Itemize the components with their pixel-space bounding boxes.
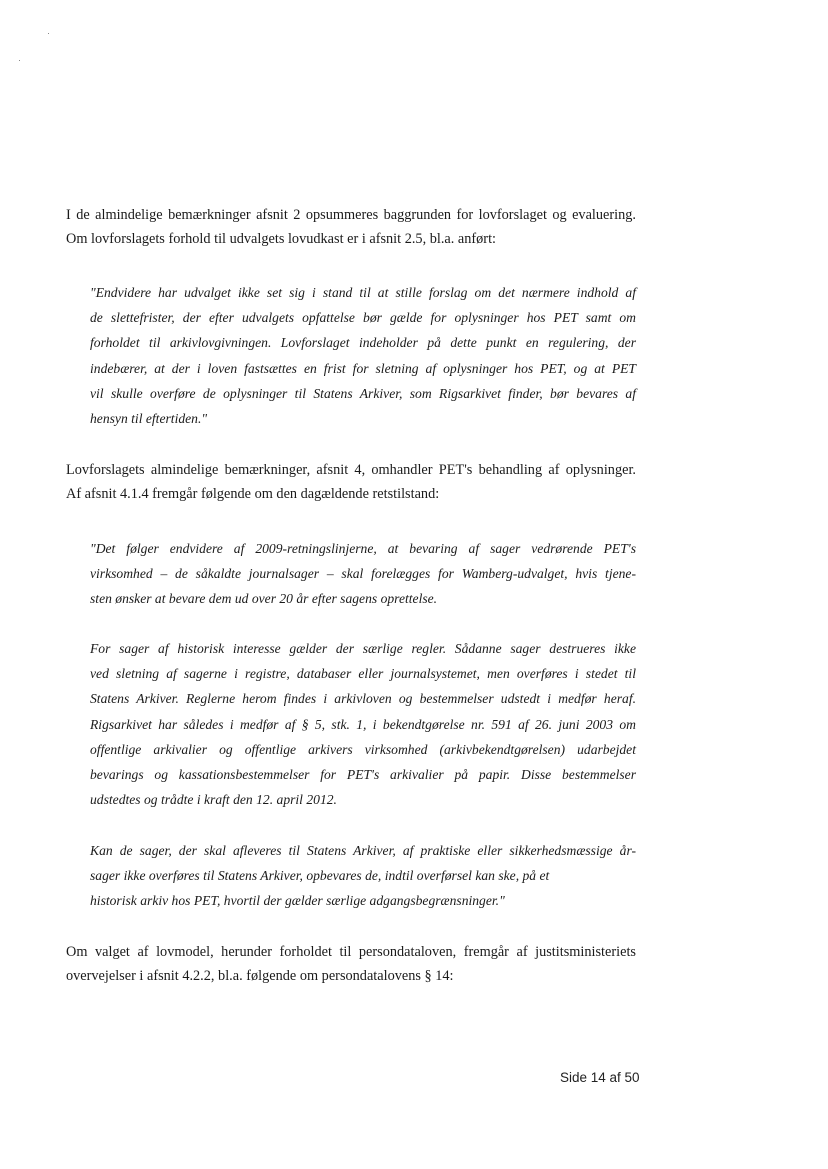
quote-line: offentlige arkivalier og offentlige arkivers virksomhed (arkivbekendtgørelsen) udarbejdet — [90, 741, 636, 757]
quote-line: "Endvidere har udvalget ikke set sig i stand til at stille forslag om det nærmere indhold af — [90, 285, 636, 300]
quote-line: indebærer, at der i loven fastsættes en frist for sletning af oplysninger hos PET, og at PET — [90, 360, 636, 376]
quote-line: bevarings og kassationsbestemmelser for PET's arkivalier på papir. Disse bestemmelser — [90, 767, 636, 783]
text-line: Af afsnit 4.1.4 fremgår følgende om den dagældende retstilstand: — [66, 486, 440, 502]
quote-line: Statens Arkiver. Reglerne herom findes i arkivloven og bestemmelser udstedt i medfør heraf. — [90, 691, 636, 707]
quote-line: hensyn til eftertiden." — [90, 411, 208, 427]
quote-line: virksomhed – de såkaldte journalsager – skal forelægges for Wamberg-udvalget, hvis tjene- — [90, 566, 636, 582]
body-paragraph-section-4 — [66, 458, 636, 506]
quote-line: "Det følger endvidere af 2009-retningslinjerne, at bevaring af sager vedrørende PET's — [90, 541, 636, 556]
text-line: Om valget af lovmodel, herunder forholdet til persondataloven, fremgår af justitsministeriets — [66, 944, 636, 960]
text-line: overvejelser i afsnit 4.2.2, bl.a. følgende om persondatalovens § 14: — [66, 968, 454, 984]
quote-line: de slettefrister, der efter udvalgets opfattelse bør gælde for oplysninger hos PET samt om — [90, 310, 636, 326]
scan-speck — [19, 60, 20, 61]
quote-line: vil skulle overføre de oplysninger til Statens Arkiver, som Rigsarkivet finder, bør bevares af — [90, 385, 636, 401]
quote-line: Kan de sager, der skal afleveres til Statens Arkiver, af praktiske eller sikkerhedsmæssige år- — [90, 843, 636, 858]
quote-line: Rigsarkivet har således i medfør af § 5, stk. 1, i bekendtgørelse nr. 591 af 26. juni 2003 om — [90, 716, 636, 732]
quote-block-historisk-interesse — [90, 636, 636, 812]
text-line: I de almindelige bemærkninger afsnit 2 opsummeres baggrunden for lovforslaget og evaluering. — [66, 207, 636, 223]
quote-block-retningslinjer — [90, 536, 636, 612]
scan-speck — [48, 33, 49, 34]
quote-line: udstedtes og trådte i kraft den 12. april 2012. — [90, 792, 337, 808]
quote-line: sager ikke overføres til Statens Arkiver, opbevares de, indtil overførsel kan ske, på et — [90, 868, 550, 884]
quote-line: ved sletning af sagerne i registre, databaser eller journalsystemet, men overføres i stedet til — [90, 666, 636, 682]
quote-block-aflevering — [90, 838, 636, 914]
page-number: Side 14 af 50 — [560, 1070, 640, 1085]
body-paragraph-lovmodel — [66, 940, 636, 988]
text-line: Lovforslagets almindelige bemærkninger, afsnit 4, omhandler PET's behandling af oplysninger. — [66, 462, 636, 478]
text-line: Om lovforslagets forhold til udvalgets lovudkast er i afsnit 2.5, bl.a. anført: — [66, 231, 497, 247]
quote-line: sten ønsker at bevare dem ud over 20 år efter sagens oprettelse. — [90, 591, 438, 607]
quote-line: historisk arkiv hos PET, hvortil der gælder særlige adgangsbegrænsninger." — [90, 893, 505, 909]
quote-line: For sager af historisk interesse gælder der særlige regler. Sådanne sager destrueres ikke — [90, 641, 636, 656]
quote-line: forholdet til arkivlovgivningen. Lovforslaget indeholder på dette punkt en regulering, der — [90, 335, 636, 351]
body-paragraph-intro — [66, 203, 636, 251]
quote-block-section-2-5 — [90, 280, 636, 431]
